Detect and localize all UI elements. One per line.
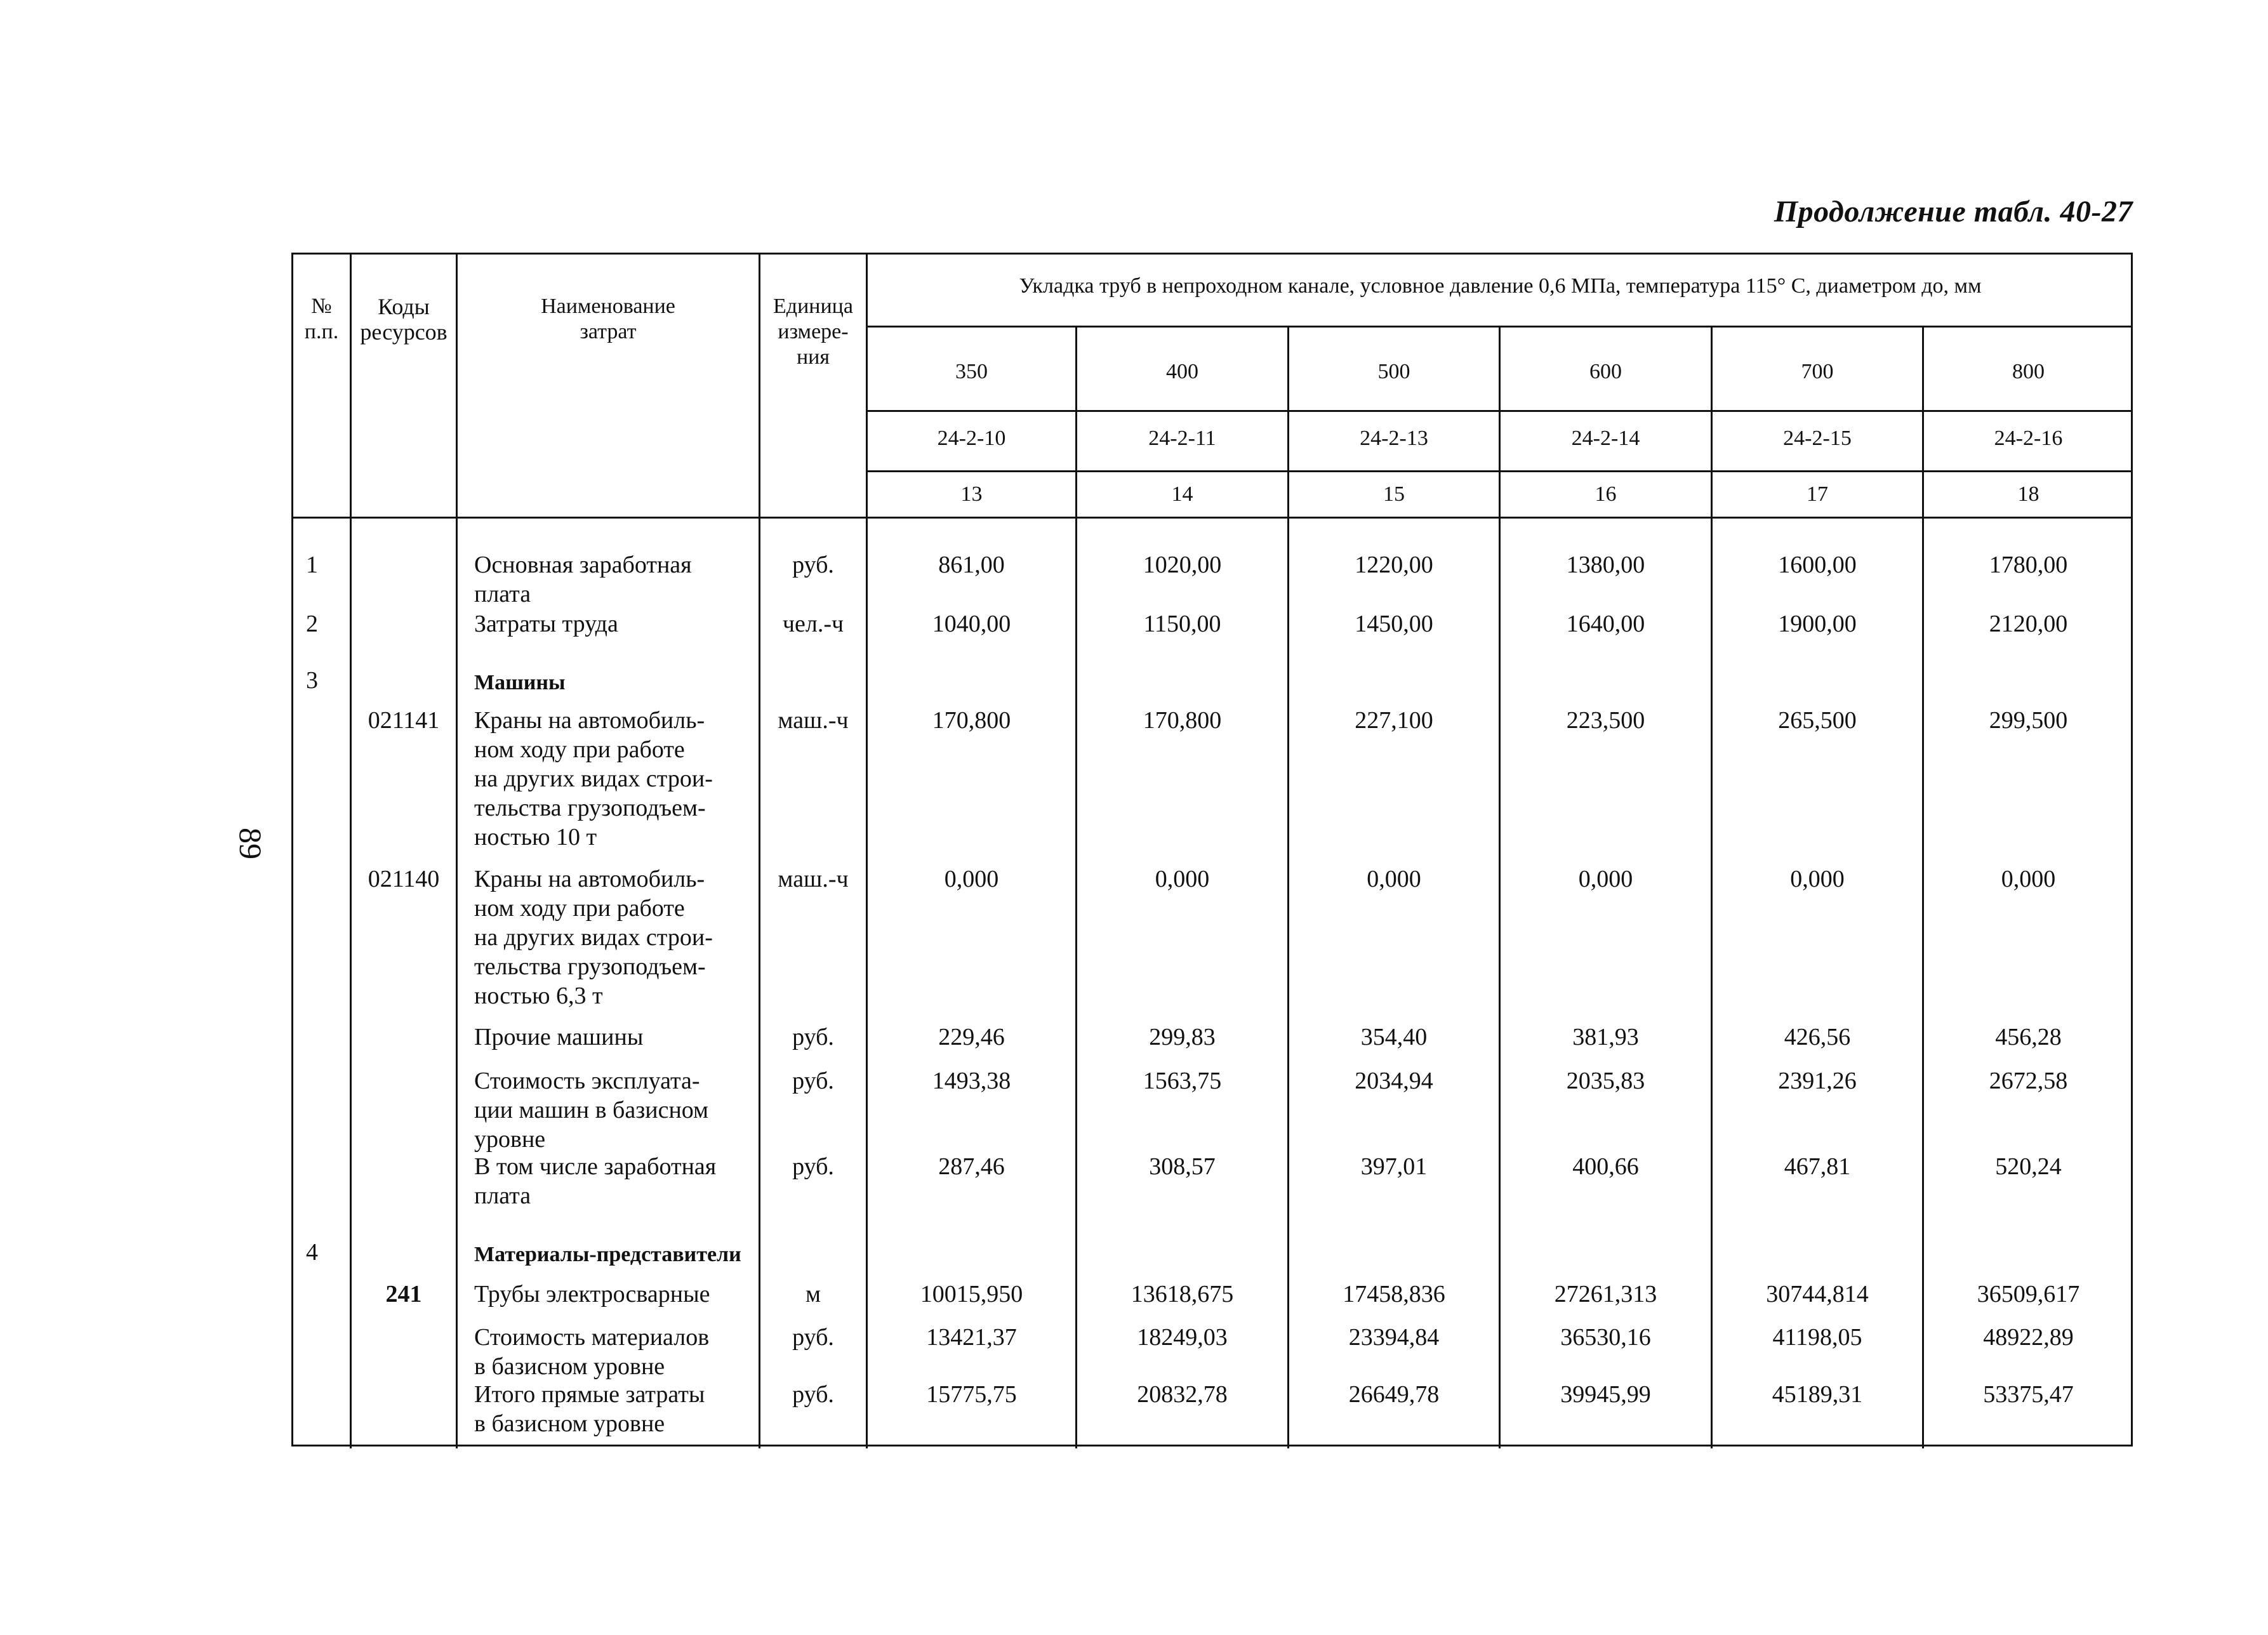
table-cell-value: 426,56 xyxy=(1784,1024,1851,1050)
table-cell-value: 53375,47 xyxy=(1983,1381,2074,1408)
cost-table xyxy=(291,253,2133,1446)
table-cell-value: 520,24 xyxy=(1995,1153,2062,1180)
table-cell-value: 20832,78 xyxy=(1137,1381,1228,1408)
table-cell-value: 1020,00 xyxy=(1143,552,1222,578)
header-diameter: 700 xyxy=(1801,360,1834,383)
unit: маш.-ч xyxy=(778,707,849,734)
table-cell-value: 1493,38 xyxy=(932,1068,1011,1094)
table-cell-value: 861,00 xyxy=(938,552,1005,578)
table-cell-value: 2120,00 xyxy=(1989,611,2068,637)
row-number: 4 xyxy=(306,1239,318,1266)
table-cell-value: 170,800 xyxy=(1143,707,1222,734)
unit: чел.-ч xyxy=(782,611,844,637)
table-cell-value: 0,000 xyxy=(944,866,999,892)
page-number: 89 xyxy=(233,828,269,859)
table-cell-value: 1220,00 xyxy=(1355,552,1433,578)
cost-name: Краны на автомобиль- ном ходу при работе на других видах строи- тельства грузоподъем- ностью 6,3 т xyxy=(474,866,713,1009)
table-cell-value: 467,81 xyxy=(1784,1153,1851,1180)
table-cell-value: 30744,814 xyxy=(1766,1281,1869,1307)
unit: руб. xyxy=(792,1024,834,1050)
table-cell-value: 36509,617 xyxy=(1977,1281,2080,1307)
table-cell-value: 1150,00 xyxy=(1143,611,1221,637)
table-cell-value: 170,800 xyxy=(932,707,1011,734)
table-cell-value: 299,500 xyxy=(1989,707,2068,734)
col-rule xyxy=(350,255,352,1448)
unit: руб. xyxy=(792,1324,834,1351)
unit: руб. xyxy=(792,1068,834,1094)
table-cell-value: 23394,84 xyxy=(1348,1324,1440,1351)
table-cell-value: 2034,94 xyxy=(1355,1068,1433,1094)
table-cell-value: 48922,89 xyxy=(1983,1324,2074,1351)
table-cell-value: 381,93 xyxy=(1572,1024,1639,1050)
col-rule xyxy=(759,255,760,1448)
row-number: 1 xyxy=(306,552,318,578)
header-code: 24-2-13 xyxy=(1360,427,1428,450)
table-cell-value: 456,28 xyxy=(1995,1024,2062,1050)
header-cost-name: Наименование затрат xyxy=(541,295,675,343)
table-cell-value: 287,46 xyxy=(938,1153,1005,1180)
table-cell-value: 0,000 xyxy=(1790,866,1845,892)
header-column-number: 15 xyxy=(1383,482,1405,506)
header-column-number: 13 xyxy=(960,482,983,506)
header-column-number: 18 xyxy=(2017,482,2039,506)
table-cell-value: 308,57 xyxy=(1149,1153,1216,1180)
header-bottom-rule xyxy=(293,517,2133,519)
table-cell-value: 299,83 xyxy=(1149,1024,1216,1050)
header-rule xyxy=(866,410,2133,412)
table-cell-value: 36530,16 xyxy=(1560,1324,1651,1351)
table-cell-value: 13618,675 xyxy=(1131,1281,1234,1307)
table-cell-value: 223,500 xyxy=(1566,707,1645,734)
cost-name: Затраты труда xyxy=(474,611,618,637)
table-cell-value: 400,66 xyxy=(1572,1153,1639,1180)
table-cell-value: 2391,26 xyxy=(1778,1068,1857,1094)
table-cell-value: 18249,03 xyxy=(1137,1324,1228,1351)
resource-code: 241 xyxy=(385,1281,422,1307)
table-cell-value: 1040,00 xyxy=(932,611,1011,637)
header-rule xyxy=(866,326,2133,328)
table-cell-value: 265,500 xyxy=(1778,707,1857,734)
table-cell-value: 1450,00 xyxy=(1355,611,1433,637)
table-cell-value: 1380,00 xyxy=(1566,552,1645,578)
header-code: 24-2-11 xyxy=(1148,427,1216,450)
table-cell-value: 2672,58 xyxy=(1989,1068,2068,1094)
header-number: № п.п. xyxy=(304,295,339,343)
unit: м xyxy=(805,1281,821,1307)
header-diameter: 600 xyxy=(1589,360,1622,383)
unit: руб. xyxy=(792,1381,834,1408)
header-code: 24-2-15 xyxy=(1783,427,1852,450)
header-column-number: 16 xyxy=(1595,482,1617,506)
table-cell-value: 27261,313 xyxy=(1554,1281,1657,1307)
table-cell-value: 397,01 xyxy=(1360,1153,1428,1180)
header-diameter: 800 xyxy=(2012,360,2045,383)
table-cell-value: 39945,99 xyxy=(1560,1381,1651,1408)
section-heading: Машины xyxy=(474,671,566,694)
unit: руб. xyxy=(792,1153,834,1180)
table-cell-value: 354,40 xyxy=(1360,1024,1428,1050)
header-diameter: 350 xyxy=(955,360,988,383)
header-diameter: 400 xyxy=(1166,360,1198,383)
cost-name: Трубы электросварные xyxy=(474,1281,710,1307)
table-cell-value: 45189,31 xyxy=(1772,1381,1863,1408)
table-cell-value: 227,100 xyxy=(1355,707,1433,734)
table-cell-value: 13421,37 xyxy=(926,1324,1017,1351)
row-number: 3 xyxy=(306,667,318,694)
header-rule xyxy=(866,470,2133,472)
cost-name: В том числе заработная плата xyxy=(474,1153,717,1209)
table-cell-value: 10015,950 xyxy=(920,1281,1023,1307)
header-code: 24-2-14 xyxy=(1571,427,1640,450)
col-rule xyxy=(456,255,458,1448)
table-cell-value: 17458,836 xyxy=(1343,1281,1445,1307)
table-cell-value: 1563,75 xyxy=(1143,1068,1222,1094)
unit: руб. xyxy=(792,552,834,578)
resource-code: 021140 xyxy=(368,866,440,892)
resource-code: 021141 xyxy=(368,707,440,734)
cost-name: Итого прямые затраты в базисном уровне xyxy=(474,1381,705,1437)
table-cell-value: 229,46 xyxy=(938,1024,1005,1050)
header-resource-code: Коды ресурсов xyxy=(360,294,448,345)
header-column-number: 14 xyxy=(1171,482,1193,506)
row-number: 2 xyxy=(306,611,318,637)
cost-name: Краны на автомобиль- ном ходу при работе на других видах строи- тельства грузоподъем- ностью 10 т xyxy=(474,707,713,851)
table-caption: Продолжение табл. 40-27 xyxy=(1774,195,2133,228)
table-cell-value: 2035,83 xyxy=(1566,1068,1645,1094)
table-cell-value: 26649,78 xyxy=(1348,1381,1440,1408)
header-column-number: 17 xyxy=(1807,482,1828,506)
table-cell-value: 15775,75 xyxy=(926,1381,1017,1408)
table-cell-value: 1900,00 xyxy=(1778,611,1857,637)
header-code: 24-2-10 xyxy=(937,427,1006,450)
cost-name: Прочие машины xyxy=(474,1024,644,1050)
unit: маш.-ч xyxy=(778,866,849,892)
header-code: 24-2-16 xyxy=(1994,427,2063,450)
cost-name: Основная заработная плата xyxy=(474,552,692,607)
cost-name: Стоимость материалов в базисном уровне xyxy=(474,1324,710,1380)
table-cell-value: 1780,00 xyxy=(1989,552,2068,578)
table-cell-value: 0,000 xyxy=(1578,866,1633,892)
header-span-title: Укладка труб в непроходном канале, условное давление 0,6 МПа, температура 115° С, диаметром до, мм xyxy=(1019,274,1982,298)
table-cell-value: 1640,00 xyxy=(1566,611,1645,637)
table-cell-value: 0,000 xyxy=(1367,866,1421,892)
header-unit: Единица измере- ния xyxy=(773,295,853,369)
table-cell-value: 0,000 xyxy=(2001,866,2056,892)
table-cell-value: 1600,00 xyxy=(1778,552,1857,578)
table-cell-value: 0,000 xyxy=(1155,866,1210,892)
header-diameter: 500 xyxy=(1377,360,1410,383)
cost-name: Стоимость эксплуата- ции машин в базисном уровне xyxy=(474,1068,709,1153)
table-cell-value: 41198,05 xyxy=(1772,1324,1862,1351)
section-heading: Материалы-представители xyxy=(474,1243,741,1266)
